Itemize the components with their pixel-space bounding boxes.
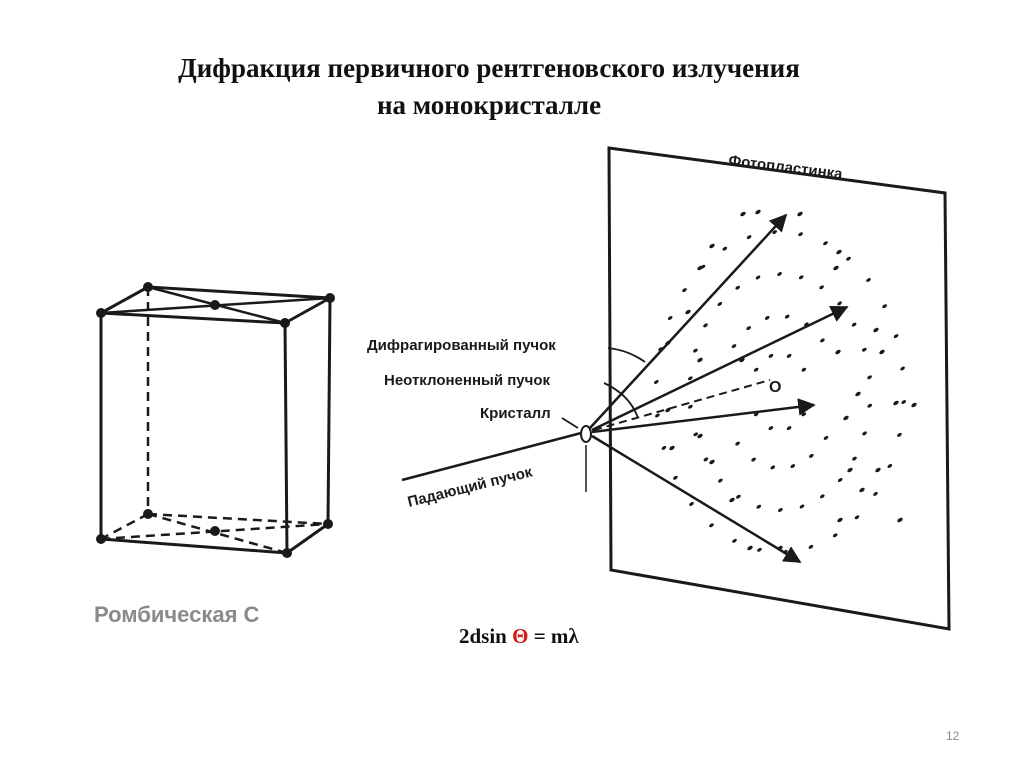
page-number: 12 [946, 729, 960, 743]
diffracted-beam-1 [590, 215, 786, 428]
diffraction-spot [875, 467, 882, 473]
diffraction-spot [893, 333, 899, 339]
title-line-1: Дифракция первичного рентгеновского излучения [178, 53, 800, 83]
diffraction-spot [747, 545, 754, 551]
diffraction-spot [729, 497, 736, 503]
diffraction-spot [823, 435, 829, 441]
crystal-icon [581, 426, 591, 442]
diffraction-spot [654, 413, 660, 419]
atom [96, 308, 106, 318]
diffraction-spot [753, 367, 759, 373]
unit-cell-drawing [96, 282, 335, 558]
diffraction-spot [692, 348, 698, 354]
diffraction-spot [808, 453, 814, 459]
diffraction-spot [777, 271, 783, 277]
diffraction-spot [685, 309, 692, 315]
formula-part-2: = mλ [528, 624, 579, 648]
diffracted-beam-3 [592, 405, 814, 432]
diffraction-spot [717, 301, 723, 307]
diffraction-spot [755, 275, 761, 281]
diffraction-spot [808, 544, 814, 550]
bragg-formula [459, 624, 579, 649]
diffraction-spot [837, 301, 843, 307]
diffraction-spot [854, 514, 860, 520]
diffraction-spot [672, 475, 678, 481]
label-leaders [562, 348, 645, 428]
diffraction-spot [867, 403, 873, 409]
title-line-2: на монокристалле [376, 90, 602, 120]
diffraction-spot [873, 327, 880, 333]
diffraction-spot [786, 425, 792, 431]
diffraction-spot [822, 240, 828, 246]
diffracted-beam-2 [592, 307, 847, 430]
diffraction-spot [755, 209, 762, 215]
diffracted-beam-4 [592, 436, 800, 562]
diffraction-spot [835, 349, 842, 355]
diffraction-spot [819, 493, 825, 499]
diffraction-spot [777, 507, 783, 513]
diffraction-spot [819, 284, 825, 290]
atom [323, 519, 333, 529]
diffraction-spot [893, 400, 900, 406]
undeflected-beam-label: Неотклоненный пучок [384, 372, 550, 389]
diffraction-spot [832, 532, 838, 538]
cell-hidden-edge-back [148, 514, 328, 524]
diffraction-spot [751, 457, 757, 463]
diffraction-spot [709, 243, 716, 249]
diffraction-spot [661, 445, 667, 451]
diffraction-spot [709, 459, 716, 465]
diffraction-spot [887, 463, 893, 469]
atom [96, 534, 106, 544]
diffraction-spot [872, 491, 878, 497]
atom [280, 318, 290, 328]
diffraction-spot [731, 538, 737, 544]
diffraction-spot [861, 347, 867, 353]
diffraction-spot [669, 445, 676, 451]
diffraction-spot [722, 246, 728, 252]
diffraction-spot [901, 399, 907, 405]
atom [210, 526, 220, 536]
diffraction-spot [855, 391, 862, 397]
diffraction-spot [756, 504, 762, 510]
diffraction-spot [731, 343, 737, 349]
atom [143, 509, 153, 519]
diffraction-spot [851, 322, 857, 328]
diffraction-spot [851, 456, 857, 462]
diffraction-spot [790, 463, 796, 469]
diffraction-spot [867, 374, 873, 380]
diffraction-spot [911, 402, 918, 408]
plate-label: Фотопластинка [727, 152, 844, 183]
unit-cell-caption: Ромбическая С [94, 602, 260, 627]
diffraction-spot [735, 494, 741, 500]
diffraction-spot [697, 357, 704, 363]
cell-hidden-edge-left [101, 514, 148, 539]
diffraction-spot [896, 432, 902, 438]
atom [143, 282, 153, 292]
diffraction-spot [703, 457, 709, 463]
diffraction-spot [667, 315, 673, 321]
cell-right-edge [287, 298, 330, 553]
diffraction-spot [681, 287, 687, 293]
diffraction-spot [786, 353, 792, 359]
diffraction-spot [735, 441, 741, 447]
atom [282, 548, 292, 558]
diffraction-spot [653, 379, 659, 385]
diffraction-spot [688, 501, 694, 507]
incident-beam-label: Падающий пучок [405, 463, 535, 511]
diffraction-spot [843, 415, 850, 421]
diffraction-spot [801, 411, 807, 417]
diffraction-spot [756, 547, 762, 553]
diffraction-spot [687, 404, 693, 410]
formula-part-1: 2dsin [459, 624, 513, 648]
diffraction-spot [865, 277, 871, 283]
diffraction-spot [799, 504, 805, 510]
formula-theta: Θ [512, 624, 529, 648]
diffraction-spot [798, 231, 804, 237]
diffraction-spot [740, 211, 747, 217]
diffraction-spot [837, 517, 844, 523]
crystal-label: Кристалл [480, 405, 551, 422]
atom [210, 300, 220, 310]
diffraction-spot [764, 315, 770, 321]
diffraction-spot [900, 366, 906, 372]
diffraction-spot [845, 256, 851, 262]
spot-symbol: O [769, 379, 782, 396]
diffraction-spot [879, 349, 886, 355]
diffraction-spot [798, 274, 804, 280]
diffraction-spot [859, 487, 866, 493]
diffraction-spot [797, 211, 804, 217]
diffraction-spot [897, 517, 904, 523]
diffraction-spot [702, 323, 708, 329]
diffraction-spot [833, 265, 840, 271]
diffraction-spot [768, 425, 774, 431]
diffraction-spot [847, 467, 854, 473]
diffraction-spot [882, 303, 888, 309]
diffraction-spot [735, 285, 741, 291]
diffraction-spot [746, 234, 752, 240]
diffraction-spot [708, 522, 714, 528]
diffraction-spot [862, 431, 868, 437]
diffraction-spot [746, 325, 752, 331]
diffraction-spot [784, 314, 790, 320]
diffraction-spot [717, 478, 723, 484]
diffraction-spot [837, 477, 843, 483]
diffracted-beam-label: Дифрагированный пучок [367, 337, 556, 354]
diffraction-spot [770, 465, 776, 471]
diffraction-spot [819, 338, 825, 344]
atom [325, 293, 335, 303]
diffraction-spot [768, 353, 774, 359]
diffraction-spot [836, 249, 843, 255]
diffraction-spot [801, 367, 807, 373]
